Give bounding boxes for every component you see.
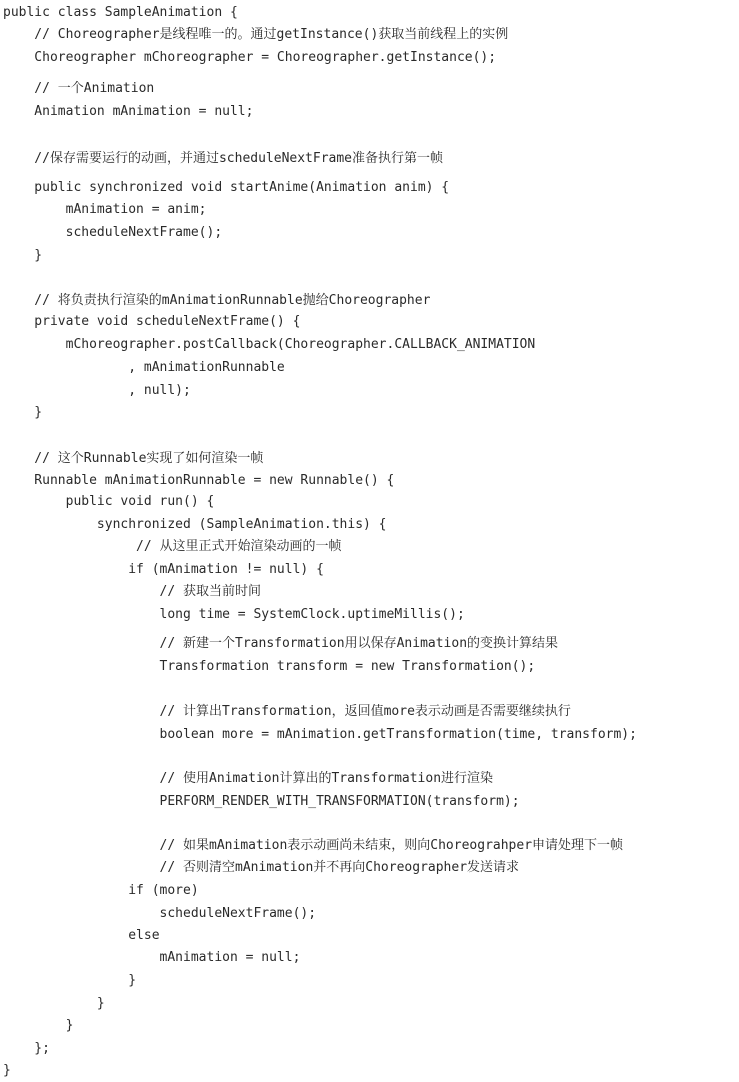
code-line: // 一个Animation [3, 81, 155, 96]
code-line: scheduleNextFrame(); [3, 906, 317, 921]
code-line: else [3, 928, 160, 943]
code-line: public class SampleAnimation { [3, 5, 238, 20]
code-line: // 将负责执行渲染的mAnimationRunnable抛给Choreographer [3, 293, 431, 308]
code-line: mAnimation = null; [3, 950, 301, 965]
code-line: } [3, 1063, 11, 1078]
code-line: // 如果mAnimation表示动画尚未结束，则向Choreograhper申请处理下一帧 [3, 838, 624, 853]
code-line: // 使用Animation计算出的Transformation进行渲染 [3, 771, 494, 786]
code-line: long time = SystemClock.uptimeMillis(); [3, 607, 465, 622]
code-line: // 否则清空mAnimation并不再向Choreographer发送请求 [3, 860, 520, 875]
code-line: // 这个Runnable实现了如何渲染一帧 [3, 451, 264, 466]
code-line: } [3, 973, 137, 988]
code-line: Choreographer mChoreographer = Choreographer.getInstance(); [3, 50, 497, 65]
code-line: } [3, 996, 105, 1011]
code-line: //保存需要运行的动画，并通过scheduleNextFrame准备执行第一帧 [3, 151, 444, 166]
code-line: public synchronized void startAnime(Animation anim) { [3, 180, 450, 195]
code-line: if (more) [3, 883, 199, 898]
code-line: // 从这里正式开始渲染动画的一帧 [3, 539, 342, 554]
code-line: PERFORM_RENDER_WITH_TRANSFORMATION(transform); [3, 794, 520, 809]
code-line: // 新建一个Transformation用以保存Animation的变换计算结果 [3, 636, 559, 651]
code-line: Animation mAnimation = null; [3, 104, 254, 119]
code-line: mAnimation = anim; [3, 202, 207, 217]
code-line: }; [3, 1041, 50, 1056]
code-line: scheduleNextFrame(); [3, 225, 223, 240]
code-line: boolean more = mAnimation.getTransformation(time, transform); [3, 727, 637, 742]
code-line: // Choreographer是线程唯一的。通过getInstance()获取当前线程上的实例 [3, 27, 509, 42]
code-line: Runnable mAnimationRunnable = new Runnable() { [3, 473, 395, 488]
code-line: , mAnimationRunnable [3, 360, 285, 375]
code-line: Transformation transform = new Transformation(); [3, 659, 536, 674]
code-line: if (mAnimation != null) { [3, 562, 324, 577]
code-line: } [3, 248, 43, 263]
code-line: public void run() { [3, 494, 215, 509]
code-line: , null); [3, 383, 191, 398]
code-line: private void scheduleNextFrame() { [3, 314, 301, 329]
code-line: } [3, 1018, 74, 1033]
code-line: } [3, 405, 43, 420]
code-line: mChoreographer.postCallback(Choreographer.CALLBACK_ANIMATION [3, 337, 536, 352]
code-line: synchronized (SampleAnimation.this) { [3, 517, 387, 532]
code-line: // 获取当前时间 [3, 584, 262, 599]
code-line: // 计算出Transformation，返回值more表示动画是否需要继续执行 [3, 704, 571, 719]
